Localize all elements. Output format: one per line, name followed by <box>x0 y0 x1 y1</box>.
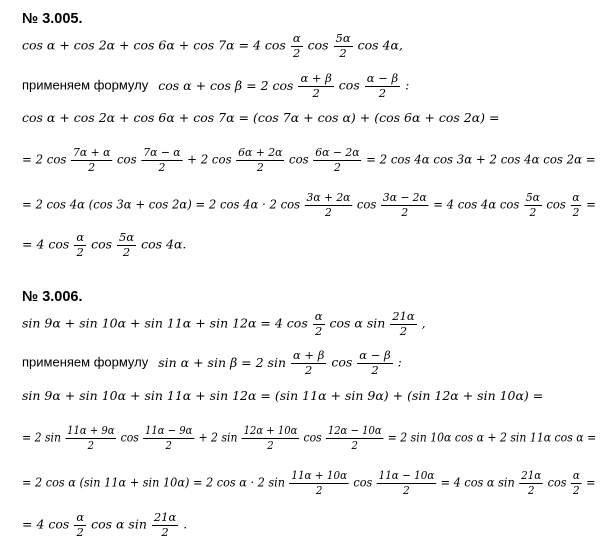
equation-text: = 2 cos α (sin 11α + sin 10α) = 2 cos α · 2 sin <box>22 474 286 490</box>
grouping-line: cos α + cos 2α + cos 6α + cos 7α = (cos 7α + cos α) + (cos 6α + cos 2α) = <box>22 110 500 125</box>
fraction: $\frac{\alpha - \beta}{2}$ <box>359 348 391 377</box>
fraction: $\frac{6\alpha - 2\alpha}{2}$ <box>315 145 360 174</box>
equation-text: = 2 cos <box>22 151 67 167</box>
fraction: $\frac{\alpha}{2}$ <box>292 31 301 60</box>
fraction: $\frac{7\alpha + \alpha}{2}$ <box>73 145 111 174</box>
fraction: $\frac{5\alpha}{2}$ <box>525 190 540 219</box>
equation-text: , <box>421 315 426 331</box>
equation-text: = 4 cos 4α cos <box>433 196 520 212</box>
sum-to-product-line <box>22 147 596 173</box>
apply-formula-text: применяем формулу <box>22 77 149 93</box>
equation-text: + 2 sin <box>198 429 238 445</box>
fraction: $\frac{12\alpha - 10\alpha}{2}$ <box>327 423 382 452</box>
equation-text: cos <box>356 196 377 212</box>
fraction: $\frac{\alpha}{2}$ <box>572 190 580 219</box>
equation-text: = <box>586 196 596 212</box>
grouping-line: sin 9α + sin 10α + sin 11α + sin 12α = (sin 11α + sin 9α) + (sin 12α + sin 10α) = <box>22 388 544 403</box>
equation-text: cos <box>91 236 113 252</box>
fraction: $\frac{5\alpha}{2}$ <box>119 230 135 259</box>
factor-line <box>22 470 596 496</box>
formula-text: : <box>397 354 402 370</box>
fraction: $\frac{12\alpha + 10\alpha}{2}$ <box>243 423 298 452</box>
fraction: $\frac{\alpha}{2}$ <box>314 309 323 338</box>
fraction: $\frac{6\alpha + 2\alpha}{2}$ <box>238 145 283 174</box>
task-equation <box>22 33 403 59</box>
equation-text: cos <box>289 151 309 167</box>
fraction: $\frac{11\alpha + 9\alpha}{2}$ <box>67 423 115 452</box>
task-equation <box>22 311 426 337</box>
fraction: $\frac{\alpha + \beta}{2}$ <box>293 348 325 377</box>
equation-text: cos α sin <box>329 315 386 331</box>
fraction: $\frac{3\alpha + 2\alpha}{2}$ <box>306 190 351 219</box>
problem-heading: № 3.005. <box>22 11 83 27</box>
equation-text: cos <box>546 196 566 212</box>
sum-to-product-line <box>22 425 596 451</box>
formula-line <box>22 73 409 99</box>
equation-text: cos 4α. <box>141 236 187 252</box>
fraction: $\frac{21\alpha}{2}$ <box>521 468 542 497</box>
fraction: $\frac{\alpha}{2}$ <box>572 468 580 497</box>
fraction: $\frac{5\alpha}{2}$ <box>335 31 351 60</box>
equation-text: cos <box>307 37 329 53</box>
factor-line <box>22 192 596 218</box>
formula-line <box>22 350 402 376</box>
equation-text: = 2 cos 4α cos 3α + 2 cos 4α cos 2α = <box>366 151 596 167</box>
equation-text: cos <box>547 474 567 490</box>
equation-text: = 4 cos <box>22 236 70 252</box>
equation-text: = 4 cos <box>22 516 70 532</box>
fraction: $\frac{\alpha}{2}$ <box>76 510 85 539</box>
apply-formula-text: применяем формулу <box>22 354 149 370</box>
equation-text: cos α sin <box>91 516 147 532</box>
equation-text: cos <box>120 429 139 445</box>
result-line <box>22 232 186 258</box>
formula-text: cos <box>331 354 353 370</box>
fraction: $\frac{11\alpha - 10\alpha}{2}$ <box>378 468 435 497</box>
equation-text: cos <box>303 429 322 445</box>
equation-text: = 4 cos α sin <box>440 474 515 490</box>
fraction: $\frac{11\alpha + 10\alpha}{2}$ <box>291 468 348 497</box>
equation-text: . <box>183 516 188 532</box>
fraction: $\frac{7\alpha - \alpha}{2}$ <box>143 145 181 174</box>
fraction: $\frac{3\alpha - 2\alpha}{2}$ <box>382 190 427 219</box>
fraction: $\frac{11\alpha - 9\alpha}{2}$ <box>144 423 193 452</box>
equation-text: cos <box>353 474 373 490</box>
equation-text: cos <box>116 151 137 167</box>
formula-text: : <box>405 77 410 93</box>
equation-text: = 2 sin 10α cos α + 2 sin 11α cos α = <box>387 429 597 445</box>
fraction: $\frac{\alpha - \beta}{2}$ <box>366 71 399 100</box>
equation-text: = 2 sin <box>22 429 62 445</box>
fraction: $\frac{21\alpha}{2}$ <box>392 309 415 338</box>
fraction: $\frac{\alpha}{2}$ <box>76 230 85 259</box>
equation-text: cos 4α, <box>357 37 403 53</box>
equation-text: = <box>586 474 596 490</box>
equation-text: cos α + cos 2α + cos 6α + cos 7α = 4 cos <box>22 37 286 53</box>
formula-text: sin α + sin β = 2 sin <box>158 354 287 370</box>
problem-heading: № 3.006. <box>22 289 83 305</box>
equation-text: = 2 cos 4α (cos 3α + cos 2α) = 2 cos 4α · 2 cos <box>22 196 301 212</box>
formula-text: cos α + cos β = 2 cos <box>158 77 294 93</box>
fraction: $\frac{21\alpha}{2}$ <box>153 510 177 539</box>
equation-text: + 2 cos <box>187 151 232 167</box>
formula-text: cos <box>338 77 360 93</box>
equation-text: sin 9α + sin 10α + sin 11α + sin 12α = 4 cos <box>22 315 308 331</box>
result-line <box>22 512 187 538</box>
fraction: $\frac{\alpha + \beta}{2}$ <box>300 71 332 100</box>
